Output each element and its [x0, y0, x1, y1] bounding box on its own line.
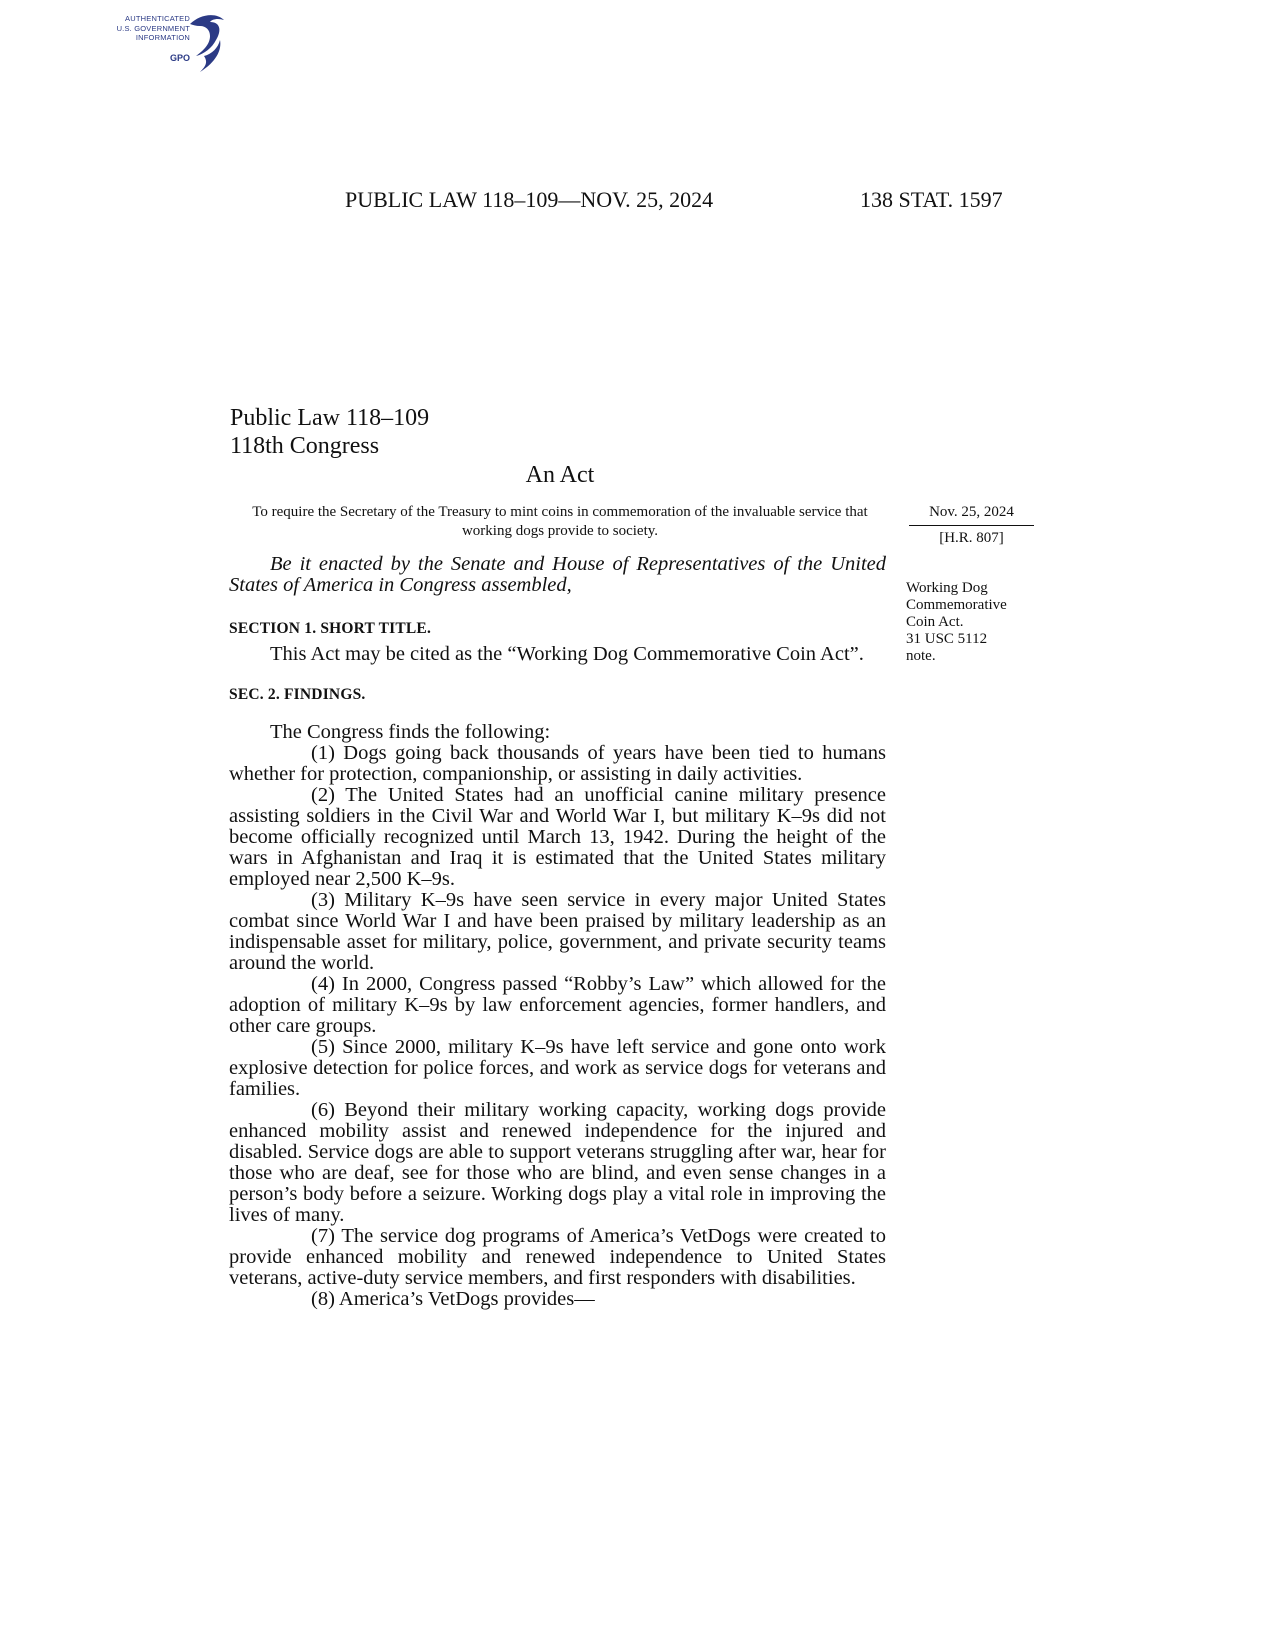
finding-4: (4) In 2000, Congress passed “Robby’s Law” which allowed for the adoption of military K–9s by law enforcement agencies, former handlers, and other care groups.	[229, 973, 886, 1037]
section-2-intro: The Congress finds the following:	[270, 721, 551, 743]
act-heading: An Act	[525, 462, 595, 488]
finding-5: (5) Since 2000, military K–9s have left service and gone onto work explosive detection for police forces, and work as service dogs for veterans and families.	[229, 1036, 886, 1100]
finding-7: (7) The service dog programs of America’s VetDogs were created to provide enhanced mobility and renewed independence to United States veterans, active-duty service members, and first responders with disabilities.	[229, 1225, 886, 1289]
law-body	[229, 554, 886, 1310]
eagle-icon	[186, 10, 230, 76]
running-head-statute-page: 138 STAT. 1597	[860, 187, 1003, 212]
law-title-block	[230, 404, 429, 460]
logo-line-2: U.S. GOVERNMENT	[116, 23, 190, 33]
act-purpose: To require the Secretary of the Treasury to mint coins in commemoration of the invaluable service that working dogs provide to society.	[252, 504, 868, 539]
finding-2: (2) The United States had an unofficial canine military presence assisting soldiers in the Civil War and World War I, but military K–9s did not become officially recognized until March 13, 1942. During the height of the wars in Afghanistan and Iraq it is estimated that the United States military employed near 2,500 K–9s.	[229, 784, 886, 890]
gpo-authentication-logo	[90, 10, 230, 76]
finding-1: (1) Dogs going back thousands of years have been tied to humans whether for protection, companionship, or assisting in daily activities.	[229, 742, 886, 785]
margin-note-line-1: Working Dog	[906, 580, 988, 596]
logo-text	[90, 14, 190, 43]
enactment-date: Nov. 25, 2024	[909, 503, 1034, 526]
logo-line-1: AUTHENTICATED	[125, 14, 190, 23]
margin-note-line-4: 31 USC 5112	[906, 631, 988, 647]
congress-number: 118th Congress	[230, 433, 380, 459]
margin-note	[906, 580, 1036, 665]
logo-gpo-text: GPO	[169, 53, 190, 63]
margin-note-line-2: Commemorative	[906, 597, 1007, 613]
section-1-heading: SECTION 1. SHORT TITLE.	[229, 620, 432, 637]
public-law-number: Public Law 118–109	[230, 405, 430, 431]
finding-6: (6) Beyond their military working capacity, working dogs provide enhanced mobility assist and renewed independence for the injured and disabled. Service dogs are able to support veterans struggling after war, hear for those who are deaf, see for those who are blind, and even sense changes in a person’s body before a seizure. Working dogs play a vital role in improving the lives of many.	[229, 1099, 886, 1226]
finding-3: (3) Military K–9s have seen service in every major United States combat since World War I and have been praised by military leadership as an indispensable asset for military, police, government, and private security teams around the world.	[229, 889, 886, 974]
margin-note-line-5: note.	[906, 648, 936, 664]
section-2-heading: SEC. 2. FINDINGS.	[229, 686, 366, 703]
running-head-citation: PUBLIC LAW 118–109—NOV. 25, 2024	[345, 187, 714, 212]
logo-line-3: INFORMATION	[135, 33, 190, 42]
margin-note-line-3: Coin Act.	[906, 614, 964, 630]
bill-number: [H.R. 807]	[939, 530, 1004, 546]
enacting-clause: Be it enacted by the Senate and House of Representatives of the United States of America in Congress assembled,	[229, 553, 886, 596]
finding-8: (8) America’s VetDogs provides—	[311, 1288, 595, 1310]
margin-date-block	[909, 503, 1034, 548]
section-1-text: This Act may be cited as the “Working Dog Commemorative Coin Act”.	[270, 643, 864, 665]
